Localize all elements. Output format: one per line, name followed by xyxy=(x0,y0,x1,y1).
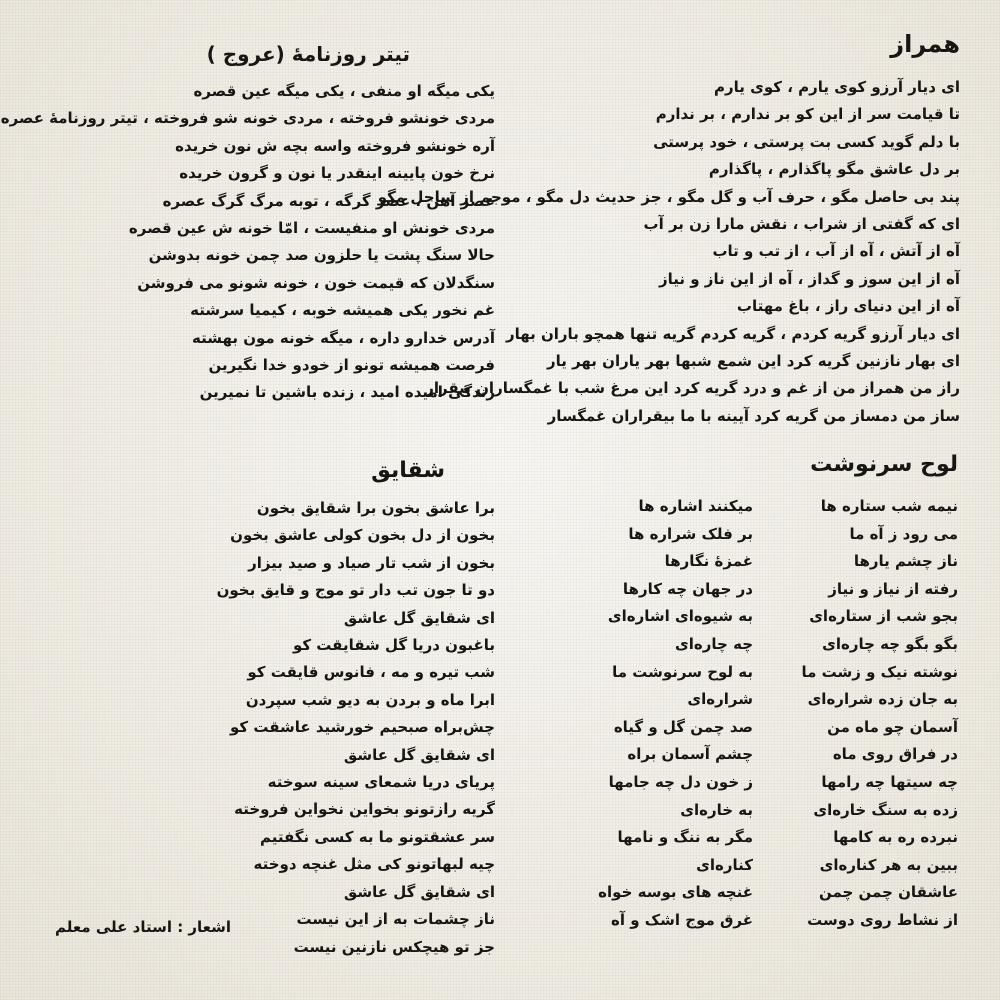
lyric-line: سنگدلان که قیمت خون ، خونه شونو می فروشن xyxy=(137,273,495,292)
lyric-line: ای شقایق گل عاشق xyxy=(343,745,495,764)
couplet-row xyxy=(538,659,958,687)
lyric-line: ناز چشمات به از این نیست xyxy=(296,910,495,929)
lyric-line: چیه لبهاتونو کی مثل غنچه دوخته xyxy=(253,855,495,874)
hemistich-left: ز خون دل چه جامها xyxy=(608,772,753,791)
lyric-line: بخون از دل بخون کولی عاشق بخون xyxy=(230,526,495,545)
lyric-line: آره خونشو فروخته واسه بچه ش نون خریده xyxy=(175,136,495,155)
lyric-line: حالا سنگ پشت یا حلزون صد چمن خونه بدوشن xyxy=(148,246,495,265)
poet-credit: اشعار : استاد علی معلم xyxy=(55,918,232,936)
lyric-line: ای دیار آرزو گریه کردم ، گریه کردم گریه تنها همچو باران بهار xyxy=(505,324,960,343)
lyric-line: ای شقایق گل عاشق xyxy=(343,608,495,627)
lyric-line: آه از این دنیای راز ، باغ مهتاب xyxy=(736,297,960,316)
lyric-line: تا قیامت سر از این کو بر ندارم ، بر ندارم xyxy=(655,105,960,124)
hemistich-right: می رود ز آه ما xyxy=(849,524,958,543)
hemistich-left: به لوح سرنوشت ما xyxy=(612,662,753,681)
hemistich-right: بجو شب از ستاره‌ای xyxy=(809,607,958,626)
lyric-line: ای دیار آرزو کوی یارم ، کوی یارم xyxy=(713,78,960,96)
hemistich-right: ناز چشم یارها xyxy=(853,552,958,571)
couplet-row xyxy=(538,493,958,521)
lyric-line: ابرا ماه و بردن به دیو شب سپردن xyxy=(245,690,495,709)
song-title-lohe-sarnevesht: لوح سرنوشت xyxy=(810,452,958,477)
couplet-row xyxy=(538,907,958,935)
lyric-line: غم نخور یکی همیشه خوبه ، کیمیا سرشته xyxy=(190,301,495,320)
couplet-row xyxy=(538,686,958,714)
section-titr-rooznameh xyxy=(0,42,495,407)
couplet-row xyxy=(538,631,958,659)
lyric-line: آه از این سوز و گداز ، آه از این ناز و نیاز xyxy=(659,269,960,288)
hemistich-left: شراره‌ای xyxy=(687,690,753,709)
lyric-line: ای بهار نازنین گریه کرد این شمع شبها بهر یاران بهر یار xyxy=(546,352,960,371)
hemistich-right: ببین به هر کناره‌ای xyxy=(819,855,958,874)
couplet-row xyxy=(538,714,958,742)
lyric-line: نرخ خون پایینه اینقدر یا نون و گرون خریده xyxy=(179,164,495,183)
couplet-row xyxy=(538,797,958,825)
lyric-line: بر دل عاشق مگو پاگذارم ، پاگذارم xyxy=(708,160,960,179)
titr-rooznameh-lyrics xyxy=(0,78,495,407)
hemistich-left: کناره‌ای xyxy=(696,855,753,874)
couplet-row xyxy=(538,603,958,631)
hemistich-right: در فراق روی ماه xyxy=(832,745,958,764)
hemistich-left: به خاره‌ای xyxy=(680,800,753,819)
hemistich-right: نیمه شب ستاره ها xyxy=(820,497,958,515)
hemistich-right: چه سیتها چه رامها xyxy=(821,772,958,791)
hemistich-right: عاشقان چمن چمن xyxy=(818,883,958,902)
lyric-line: چش‌براه صبحیم خورشید عاشقت کو xyxy=(230,718,495,737)
song-title-titr-rooznameh: تیتر روزنامهٔ (عروج ) xyxy=(206,42,410,66)
hemistich-right: به جان زده شراره‌ای xyxy=(807,690,958,709)
lyric-line: سر عشقتونو ما به کسی نگفتیم xyxy=(259,827,495,846)
lyric-line: مردی خونش او منفیست ، امّا خونه ش عین قصره xyxy=(128,219,495,238)
lyric-line: با دلم گوید کسی بت پرستی ، خود پرستی xyxy=(653,132,960,151)
hemistich-left: به شیوه‌ای اشاره‌ای xyxy=(607,607,753,626)
lyric-line: ای شقایق گل عاشق xyxy=(343,882,495,901)
couplet-row xyxy=(538,576,958,604)
couplet-row xyxy=(538,741,958,769)
couplet-row xyxy=(538,769,958,797)
lyric-line: گریه رازتونو بخواین نخواین فروخته xyxy=(234,800,495,819)
lyric-line: ساز من دمساز من گریه کرد آیینه با ما بیقراران غمگسار xyxy=(547,406,960,425)
couplet-row xyxy=(538,521,958,549)
lyric-line: جز تو هیچکس نازنین نیست xyxy=(293,937,495,956)
hemistich-left: غمزهٔ نگارها xyxy=(664,552,753,571)
hemistich-right: از نشاط روی دوست xyxy=(807,910,958,929)
lohe-sarnevesht-lyrics xyxy=(538,493,958,935)
hemistich-left: صد چمن گل و گیاه xyxy=(613,717,753,736)
couplet-row xyxy=(538,824,958,852)
lyric-line: فرصت همیشه تونو از خودو خدا نگیرین xyxy=(208,356,495,375)
lyric-line: پریای دریا شمعای سینه سوخته xyxy=(267,773,495,792)
lyric-line: آدرس خدارو داره ، میگه خونه مون بهشته xyxy=(191,328,495,347)
hemistich-right: زده به سنگ خاره‌ای xyxy=(813,800,958,819)
hemistich-left: میکنند اشاره ها xyxy=(638,497,753,515)
lyric-line: بخون از شب تار صیاد و صید بیزار xyxy=(248,553,495,572)
lyric-line: عصر آهن ، عصر گرگه ، توبه مرگ گرگ عصره xyxy=(162,191,495,210)
hemistich-right: بگو بگو چه چاره‌ای xyxy=(822,634,958,653)
lyric-line: راز من همراز من از غم و درد گریه کرد این مرغ شب با غمگساران بیقرار xyxy=(425,379,960,398)
lyric-line: برا عاشق بخون برا شقایق بخون xyxy=(256,499,495,517)
hemistich-left: مگر به ننگ و نامها xyxy=(617,828,753,847)
lyric-line: آه از آتش ، آه از آب ، از تب و تاب xyxy=(712,242,960,261)
shaghayegh-lyrics xyxy=(25,495,495,961)
hemistich-left: غنچه های بوسه خواه xyxy=(598,883,753,902)
lyric-line: باغبون دریا گل شقایقت کو xyxy=(292,636,495,655)
couplet-row xyxy=(538,879,958,907)
couplet-row xyxy=(538,548,958,576)
song-title-hamraz: همراز xyxy=(890,30,960,58)
song-title-shaghayegh: شقایق xyxy=(371,458,445,483)
lyric-line: دو تا جون تب دار تو موج و قایق بخون xyxy=(216,581,495,600)
couplet-row xyxy=(538,852,958,880)
hemistich-left: غرق موج اشک و آه xyxy=(611,910,753,929)
hemistich-right: رفته از نیاز و نیاز xyxy=(828,579,958,598)
lyric-line: زندگی امیده امید ، زنده باشین تا نمیرین xyxy=(199,383,495,402)
section-shaghayegh xyxy=(25,458,495,961)
section-lohe-sarnevesht xyxy=(538,452,958,935)
lyric-line: ای که گفتی از شراب ، نقش مارا زن بر آب xyxy=(643,215,960,234)
lyric-line: مردی خونشو فروخته ، مردی خونه شو فروخته ، تیتر روزنامهٔ عصره xyxy=(0,109,495,128)
hemistich-left: چشم آسمان براه xyxy=(627,745,753,764)
hemistich-right: نوشته نیک و زشت ما xyxy=(801,662,958,681)
hemistich-right: آسمان چو ماه من xyxy=(827,717,958,736)
lyric-line: شب تیره و مه ، فانوس قایقت کو xyxy=(247,663,495,682)
hemistich-left: بر فلک شراره ها xyxy=(628,524,753,543)
lyric-line: پند بی حاصل مگو ، حرف آب و گل مگو ، جز حدیث دل مگو ، موجم از ساحل مگو xyxy=(377,187,960,206)
hemistich-right: نبرده ره به کامها xyxy=(833,828,958,847)
lyric-line: یکی میگه او منفی ، یکی میگه عین قصره xyxy=(193,82,495,100)
hemistich-left: در جهان چه کارها xyxy=(622,579,753,598)
hemistich-left: چه چاره‌ای xyxy=(675,634,753,653)
